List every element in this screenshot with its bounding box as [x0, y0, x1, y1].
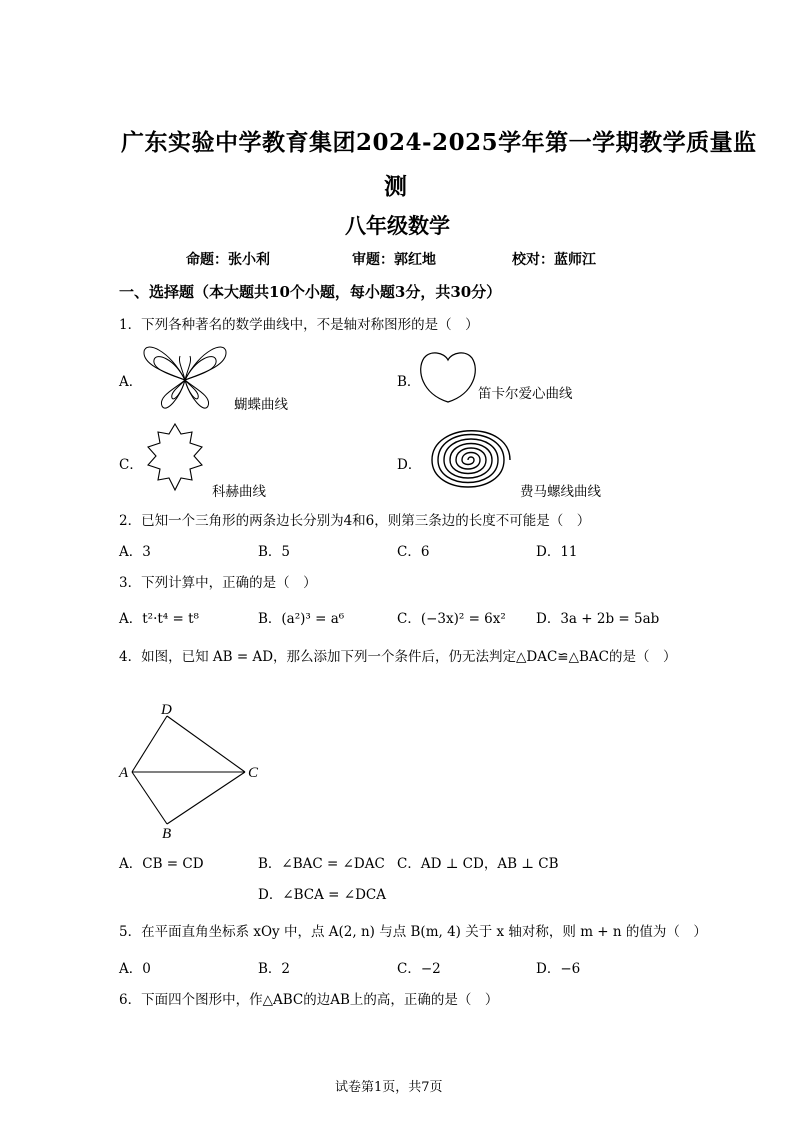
page-footer: 试卷第1页，共7页 [335, 1080, 443, 1095]
vertex-d-label: D [161, 702, 172, 718]
question-1-stem: 1．下列各种著名的数学曲线中，不是轴对称图形的是（ ） [119, 317, 479, 333]
reviewer-line: 审题：郭红地 [352, 252, 436, 268]
vertex-c-label: C [248, 765, 259, 781]
q4-option-c: C．AD ⊥ CD，AB ⊥ CB [397, 856, 559, 872]
q2-option-b: B．5 [258, 544, 291, 560]
q1-option-d-label: D． [397, 457, 422, 473]
vertex-b-label: B [162, 826, 172, 842]
q2-option-d: D．11 [536, 544, 578, 560]
q4-option-a: A．CB = CD [119, 856, 204, 872]
cardioid-heart-figure [418, 350, 478, 404]
q5-option-c: C．−2 [397, 961, 441, 977]
fermat-spiral-figure [418, 418, 518, 502]
q1-option-d-caption: 费马螺线曲线 [520, 484, 601, 500]
question-2-stem: 2．已知一个三角形的两条边长分别为4和6，则第三条边的长度不可能是（ ） [119, 513, 591, 529]
q1-option-a-caption: 蝴蝶曲线 [234, 397, 288, 413]
q2-option-c: C．6 [397, 544, 430, 560]
q1-option-a-label: A． [119, 374, 143, 390]
vertex-a-label: A [119, 765, 129, 781]
q3-option-a: A．t²·t⁴ = t⁸ [119, 611, 199, 627]
q1-option-b-caption: 笛卡尔爱心曲线 [478, 386, 573, 402]
q4-option-d: D．∠BCA = ∠DCA [258, 887, 386, 903]
q1-option-c-caption: 科赫曲线 [212, 484, 266, 500]
q5-option-a: A．0 [119, 961, 151, 977]
exam-title-line2: 测 [384, 173, 408, 200]
q5-option-b: B．2 [258, 961, 291, 977]
q3-option-b: B．(a²)³ = a⁶ [258, 611, 345, 627]
q1-option-c-label: C． [119, 457, 143, 473]
question-5-stem: 5．在平面直角坐标系 xOy 中，点 A(2, n) 与点 B(m, 4) 关于 x 轴对称，则 m + n 的值为（ ） [119, 924, 707, 940]
koch-snowflake-figure [140, 420, 210, 496]
q5-option-d: D．−6 [536, 961, 581, 977]
exam-title-line1: 广东实验中学教育集团2024-2025学年第一学期教学质量监 [121, 129, 757, 156]
q4-option-b: B．∠BAC = ∠DAC [258, 856, 385, 872]
question-3-stem: 3．下列计算中，正确的是（ ） [119, 575, 317, 591]
q3-option-d: D．3a + 2b = 5ab [536, 611, 660, 627]
q2-option-a: A．3 [119, 544, 151, 560]
butterfly-curve-figure [140, 340, 230, 412]
q1-option-b-label: B． [397, 374, 421, 390]
q3-option-c: C．(−3x)² = 6x² [397, 611, 506, 627]
question-4-stem: 4．如图，已知 AB = AD，那么添加下列一个条件后，仍无法判定△DAC≌△BAC的是（ ） [119, 649, 677, 665]
proofreader-line: 校对：蓝师江 [512, 252, 596, 268]
exam-subtitle: 八年级数学 [345, 213, 450, 238]
quadrilateral-abcd-figure [115, 698, 265, 842]
section-heading-choice: 一、选择题（本大题共10个小题，每小题3分，共30分） [119, 283, 502, 301]
author-line: 命题：张小利 [186, 252, 270, 268]
question-6-stem: 6．下面四个图形中，作△ABC的边AB上的高，正确的是（ ） [119, 992, 499, 1008]
